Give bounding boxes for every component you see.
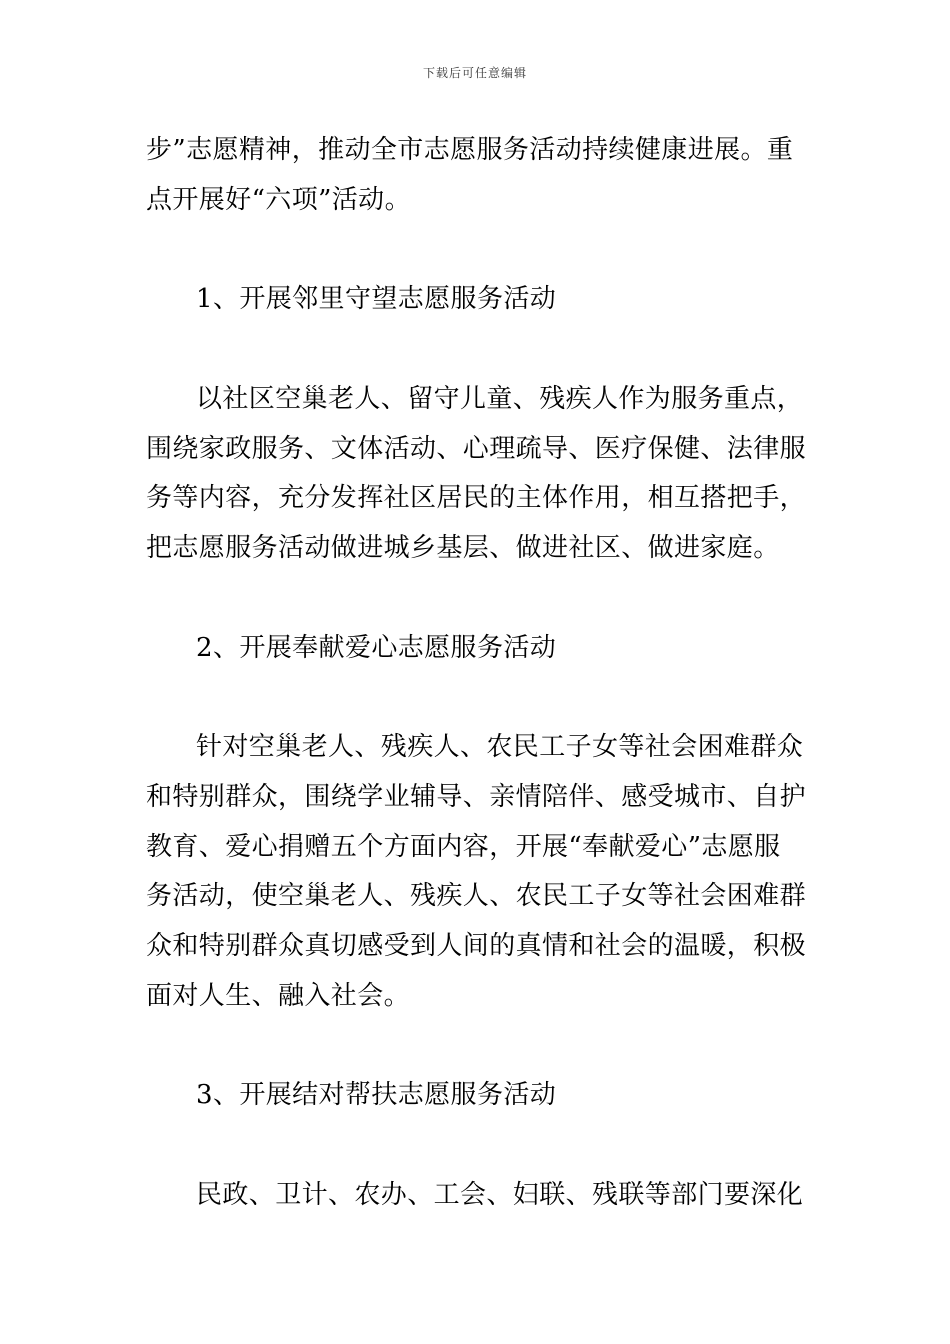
paragraph-line: 把志愿服务活动做进城乡基层、做进社区、做进家庭。 xyxy=(146,533,780,563)
paragraph-line: 教育、爱心捐赠五个方面内容，开展“奉献爱心”志愿服 xyxy=(146,832,781,862)
paragraph-line: 和特别群众，围绕学业辅导、亲情陪伴、感受城市、自护 xyxy=(146,782,807,812)
page-header-note: 下载后可任意编辑 xyxy=(422,66,527,80)
paragraph-line: 众和特别群众真切感受到人间的真情和社会的温暖，积极 xyxy=(146,931,807,961)
section-heading-3: 3、开展结对帮扶志愿服务活动 xyxy=(196,1080,557,1110)
paragraph-line: 围绕家政服务、文体活动、心理疏导、医疗保健、法律服 xyxy=(146,434,807,464)
paragraph-line: 务等内容，充分发挥社区居民的主体作用，相互搭把手， xyxy=(146,483,807,513)
paragraph-line: 步”志愿精神，推动全市志愿服务活动持续健康进展。重 xyxy=(146,135,794,165)
paragraph-line: 针对空巢老人、残疾人、农民工子女等社会困难群众 xyxy=(196,732,804,762)
paragraph-line: 以社区空巢老人、留守儿童、残疾人作为服务重点， xyxy=(196,384,804,414)
paragraph-line: 民政、卫计、农办、工会、妇联、残联等部门要深化 xyxy=(196,1180,804,1210)
paragraph-line: 面对人生、融入社会。 xyxy=(146,981,411,1011)
paragraph-line: 务活动，使空巢老人、残疾人、农民工子女等社会困难群 xyxy=(146,881,807,911)
paragraph-line: 点开展好“六项”活动。 xyxy=(146,185,411,215)
section-heading-2: 2、开展奉献爱心志愿服务活动 xyxy=(196,633,557,663)
section-heading-1: 1、开展邻里守望志愿服务活动 xyxy=(196,284,557,314)
